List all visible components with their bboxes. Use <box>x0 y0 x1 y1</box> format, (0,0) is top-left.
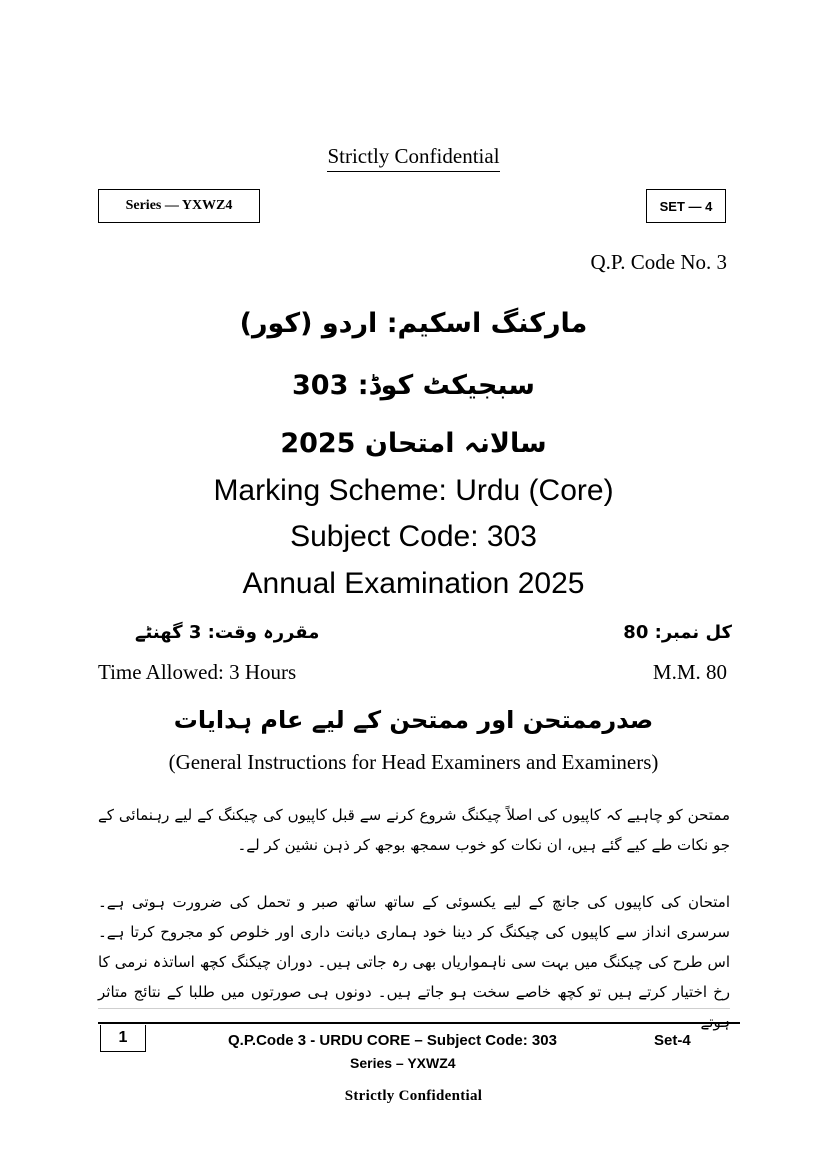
urdu-marking-scheme-title: مارکنگ اسکیم: اردو (کور) <box>239 308 588 339</box>
confidential-heading <box>0 144 827 172</box>
footer-code-line: Q.P.Code 3 - URDU CORE – Subject Code: 303 <box>228 1032 557 1049</box>
marking-scheme-title: Marking Scheme: Urdu (Core) <box>213 474 614 507</box>
page-number: 1 <box>100 1025 146 1052</box>
set-box: SET — 4 <box>646 189 726 223</box>
qp-code: Q.P. Code No. 3 <box>590 250 727 274</box>
max-marks: M.M. 80 <box>652 660 727 684</box>
footer-series: Series – YXWZ4 <box>350 1055 456 1071</box>
footer-confidential: Strictly Confidential <box>344 1088 483 1104</box>
urdu-instructions-heading: صدرممتحن اور ممتحن کے لیے عام ہدایات <box>173 706 654 734</box>
urdu-time-allowed: مقررہ وقت: 3 گھنٹے <box>135 622 320 643</box>
instruction-paragraph: ممتحن کو چاہیے کہ کاپیوں کی اصلاً چیکنگ شروع کرنے سے قبل کاپیوں کی چیکنگ کے لیے رہنمائی کے جو نکات طے کیے گئے ہیں، ان نکات کو خوب سمجھ بوجھ کر ذہن نشین کر لے۔ <box>98 806 730 854</box>
series-box: Series — YXWZ4 <box>98 189 260 223</box>
footer-set: Set-4 <box>654 1032 691 1049</box>
urdu-subject-code-title: سبجیکٹ کوڈ: 303 <box>292 370 535 401</box>
instructions-heading: (General Instructions for Head Examiners and Examiners) <box>168 750 659 774</box>
urdu-max-marks: کل نمبر: 80 <box>623 622 732 643</box>
time-allowed: Time Allowed: 3 Hours <box>98 660 297 684</box>
subject-code-title: Subject Code: 303 <box>290 520 537 553</box>
footer-divider-light <box>98 1008 730 1009</box>
confidential-heading-text: Strictly Confidential <box>327 144 499 172</box>
instruction-paragraph: امتحان کی کاپیوں کی جانچ کے لیے یکسوئی کے ساتھ ساتھ صبر و تحمل کی ضرورت ہوتی ہے۔ سرسری انداز سے کاپیوں کی چیکنگ کر دینا خود ہماری دیانت داری اور خلوص کو مجروح کرتا ہے۔ اس طرح کی چیکنگ میں بہت سی ناہمواریاں بھی رہ جاتی ہیں۔ دوران چیکنگ کچھ اساتذہ نرمی کا رخ اختیار کرتے ہیں تو کچھ خاصے سخت ہو جاتے ہیں۔ دونوں ہی صورتوں میں طلبا کے نتائج متاثر ہوتے <box>98 893 730 1031</box>
footer-divider <box>98 1022 740 1024</box>
annual-exam-title: Annual Examination 2025 <box>242 567 585 600</box>
urdu-annual-exam-title: سالانہ امتحان 2025 <box>280 428 547 459</box>
